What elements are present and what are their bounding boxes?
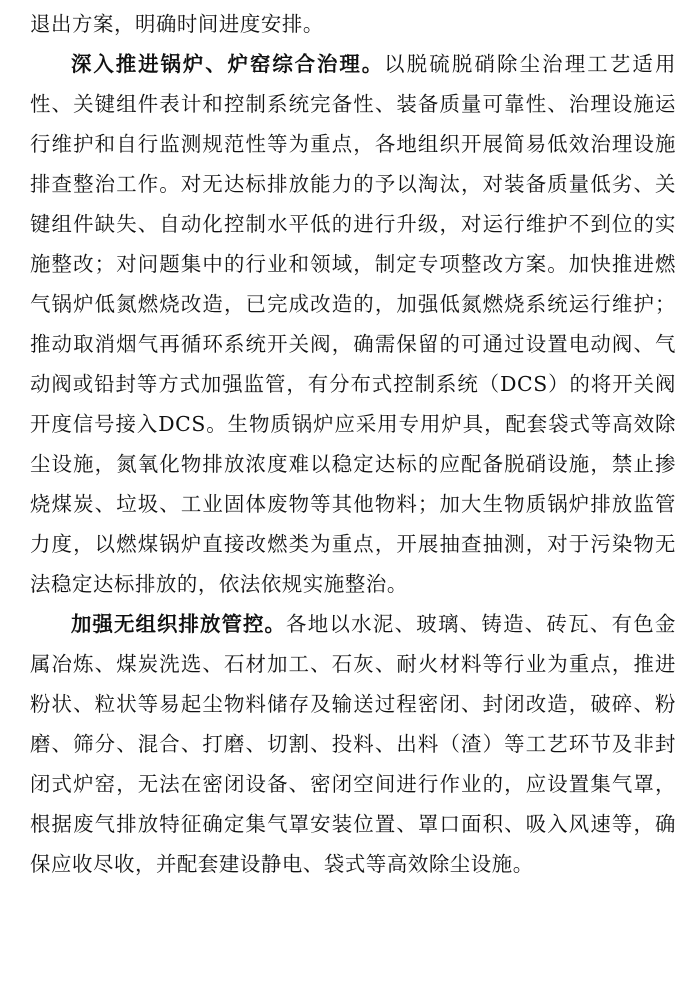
paragraph-boiler-kiln xyxy=(30,44,676,604)
paragraph-text: 各地以水泥、玻璃、铸造、砖瓦、有色金属冶炼、煤炭洗选、石材加工、石灰、耐火材料等行业为重点，推进粉状、粒状等易起尘物料储存及输送过程密闭、封闭改造，破碎、粉磨、筛分、混合、打磨、切割、投料、出料（渣）等工艺环节及非封闭式炉窑，无法在密闭设备、密闭空间进行作业的，应设置集气罩，根据废气排放特征确定集气罩安装位置、罩口面积、吸入风速等，确保应收尽收，并配套建设静电、袋式等高效除尘设施。 xyxy=(30,612,676,876)
section-heading: 深入推进锅炉、炉窑综合治理。 xyxy=(71,52,385,76)
paragraph-text: 退出方案，明确时间进度安排。 xyxy=(30,12,324,36)
paragraph-fugitive-emissions xyxy=(30,604,676,884)
section-heading: 加强无组织排放管控。 xyxy=(71,612,287,636)
document-page xyxy=(30,4,676,884)
paragraph-continuation xyxy=(30,4,676,44)
paragraph-text: 以脱硫脱硝除尘治理工艺适用性、关键组件表计和控制系统完备性、装备质量可靠性、治理设施运行维护和自行监测规范性等为重点，各地组织开展简易低效治理设施排查整治工作。对无达标排放能力的予以淘汰，对装备质量低劣、关键组件缺失、自动化控制水平低的进行升级，对运行维护不到位的实施整改；对问题集中的行业和领域，制定专项整改方案。加快推进燃气锅炉低氮燃烧改造，已完成改造的，加强低氮燃烧系统运行维护；推动取消烟气再循环系统开关阀，确需保留的可通过设置电动阀、气动阀或铅封等方式加强监管，有分布式控制系统（DCS）的将开关阀开度信号接入DCS。生物质锅炉应采用专用炉具，配套袋式等高效除尘设施，氮氧化物排放浓度难以稳定达标的应配备脱硝设施，禁止掺烧煤炭、垃圾、工业固体废物等其他物料；加大生物质锅炉排放监管力度，以燃煤锅炉直接改燃类为重点，开展抽查抽测，对于污染物无法稳定达标排放的，依法依规实施整治。 xyxy=(30,52,676,596)
